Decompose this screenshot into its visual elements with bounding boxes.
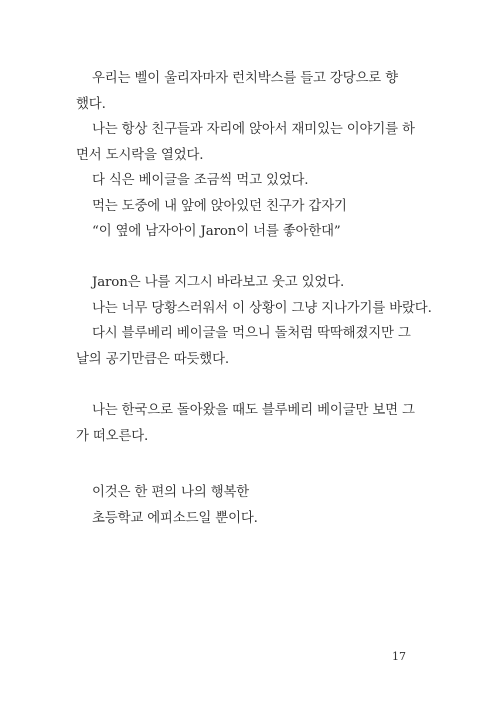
body-line: 나는 항상 친구들과 자리에 앉아서 재미있는 이야기를 하 [92,122,415,137]
body-line: 나는 너무 당황스러워서 이 상황이 그냥 지나가기를 바랐다. [92,300,432,316]
text-block-2 [76,270,432,372]
body-line: “이 옆에 남자아이 Jaron이 너를 좋아한대” [92,224,341,239]
body-line: 먹는 도중에 내 앞에 앉아있던 친구가 갑자기 [92,198,347,214]
text-block-4 [76,480,412,531]
body-line: 면서 도시락을 열었다. [76,147,204,163]
text-block-3 [76,398,415,449]
body-line: 우리는 벨이 울리자마자 런치박스를 들고 강당으로 향 [92,71,398,86]
body-line: 다 식은 베이글을 조금씩 먹고 있었다. [92,173,309,188]
text-block-1 [76,66,415,245]
body-line: 했다. [76,96,106,112]
page-number: 17 [392,650,406,663]
body-line: 초등학교 에피소드일 뿐이다. [92,510,258,526]
body-line: 날의 공기만큼은 따듯했다. [76,351,229,367]
body-line: 가 떠오른다. [76,428,149,444]
body-line: 나는 한국으로 돌아왔을 때도 블루베리 베이글만 보면 그 [92,403,415,418]
body-line: Jaron은 나를 지그시 바라보고 웃고 있었다. [92,275,345,290]
body-line: 이것은 한 편의 나의 행복한 [92,485,250,500]
body-line: 다시 블루베리 베이글을 먹으니 돌처럼 딱딱해졌지만 그 [92,326,411,341]
